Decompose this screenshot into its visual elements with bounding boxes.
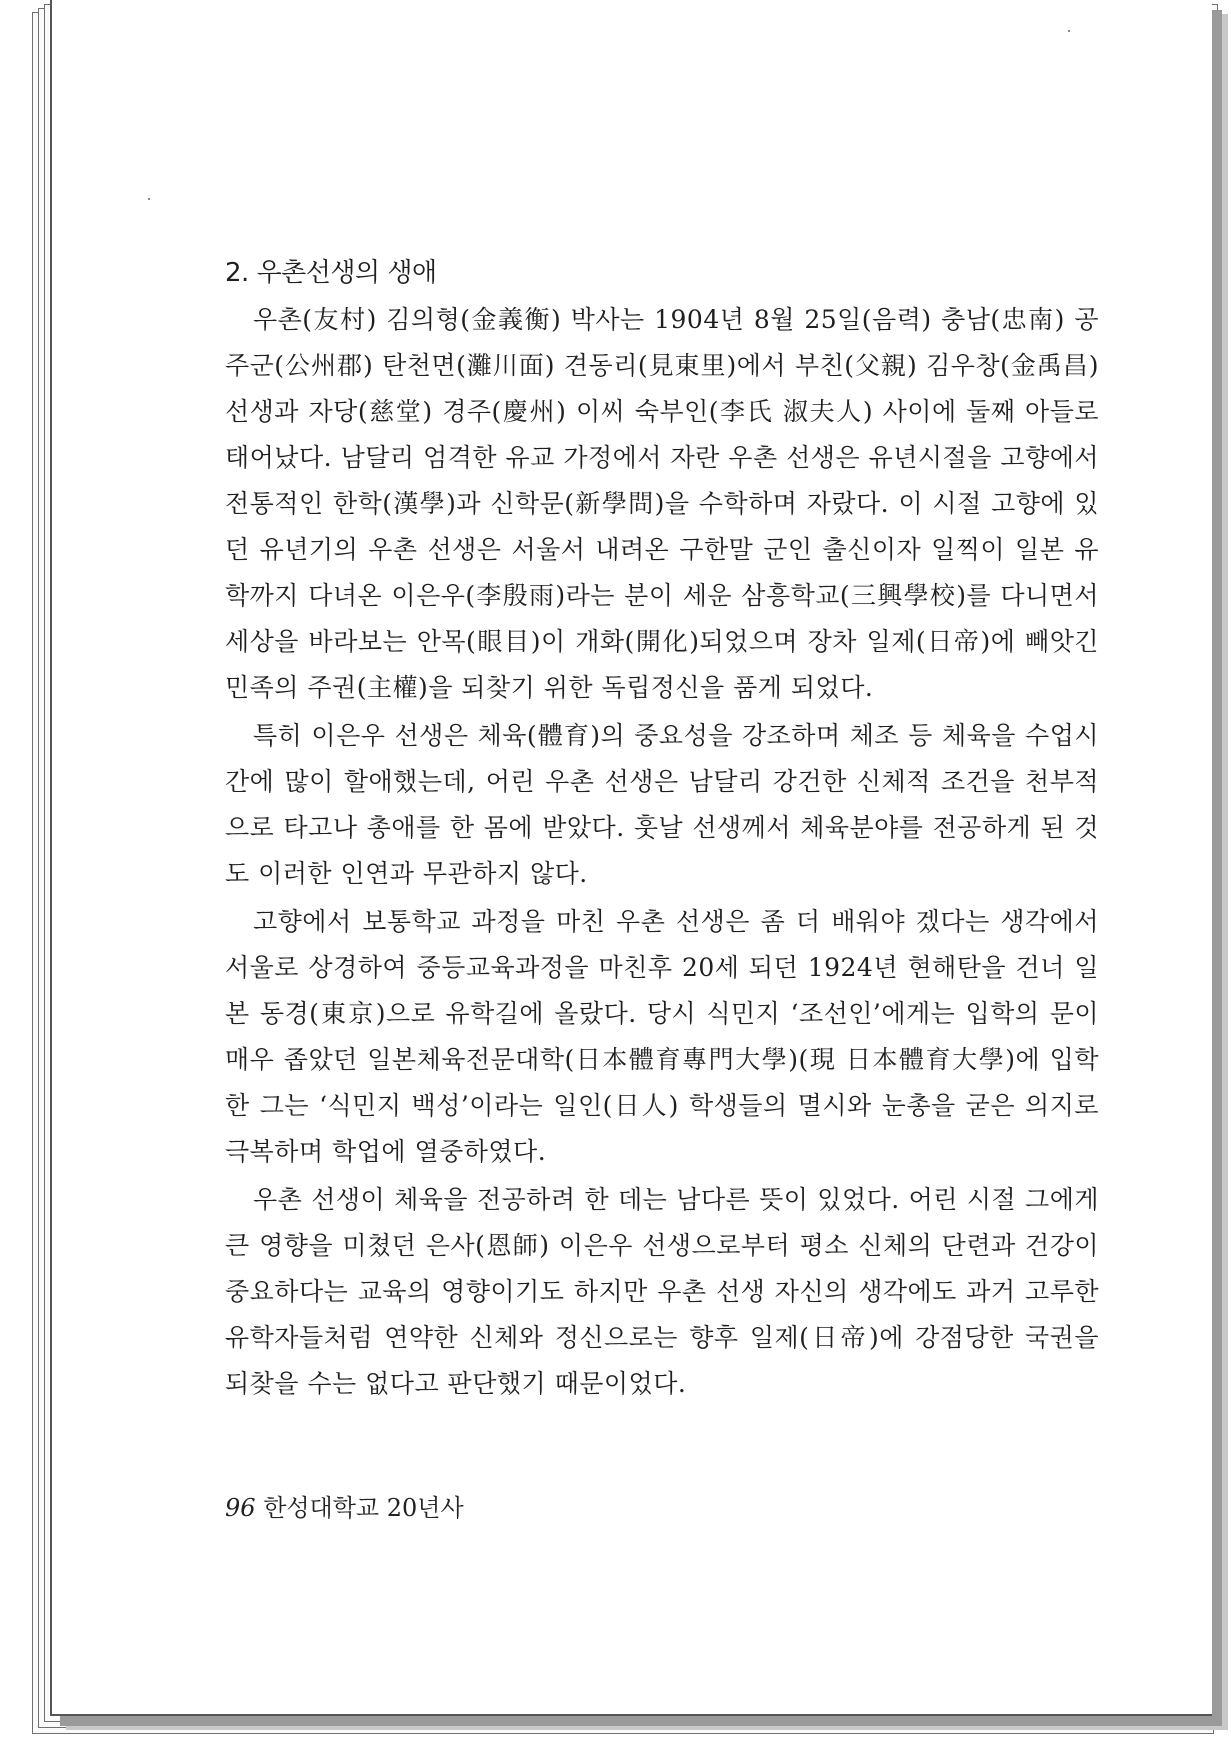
paragraph-2: 특히 이은우 선생은 체육(體育)의 중요성을 강조하며 체조 등 체육을 수업시간에 많이 할애했는데, 어린 우촌 선생은 남달리 강건한 신체적 조건을 천부적으로 타고나 총애를 한 몸에 받았다. 훗날 선생께서 체육분야를 전공하게 된 것도 이러한 인연과 무관하지 않다. bbox=[225, 721, 1099, 888]
book-title: 한성대학교 20년사 bbox=[263, 1494, 464, 1522]
paragraph-1: 우촌(友村) 김의형(金義衡) 박사는 1904년 8월 25일(음력) 충남(忠南) 공주군(公州郡) 탄천면(灘川面) 견동리(見東里)에서 부친(父親) 김우창(金禹昌) 선생과 자당(慈堂) 경주(慶州) 이씨 숙부인(李氏 淑夫人) 사이에 둘째 아들로 태어났다. 남달리 엄격한 유교 가정에서 자란 우촌 선생은 유년시절을 고향에서 전통적인 한학(漢學)과 신학문(新學問)을 수학하며 자랐다. 이 시절 고향에 있던 유년기의 우촌 선생은 서울서 내려온 구한말 군인 출신이자 일찍이 일본 유학까지 다녀온 이은우(李殷雨)라는 분이 세운 삼흥학교(三興學校)를 다니면서 세상을 바라보는 안목(眼目)이 개화(開化)되었으며 장차 일제(日帝)에 빼앗긴 민족의 주권(主權)을 되찾기 위한 독립정신을 품게 되었다. bbox=[225, 305, 1099, 702]
page-number: 96 bbox=[225, 1494, 256, 1522]
page-content bbox=[225, 253, 1099, 1407]
paragraph-3: 고향에서 보통학교 과정을 마친 우촌 선생은 좀 더 배워야 겠다는 생각에서 서울로 상경하여 중등교육과정을 마친후 20세 되던 1924년 현해탄을 건너 일본 동경(東京)으로 유학길에 올랐다. 당시 식민지 ‘조선인’에게는 입학의 문이 매우 좁았던 일본체육전문대학(日本體育專門大學)(現 日本體育大學)에 입학한 그는 ‘식민지 백성’이라는 일인(日人) 학생들의 멸시와 눈총을 굳은 의지로 극복하며 학업에 열중하였다. bbox=[225, 907, 1099, 1166]
scan-speck bbox=[1068, 30, 1070, 32]
section-heading: 2. 우촌선생의 생애 bbox=[225, 258, 437, 288]
scan-speck bbox=[148, 198, 150, 200]
book-page bbox=[50, 0, 1212, 1716]
paragraph-4: 우촌 선생이 체육을 전공하려 한 데는 남다른 뜻이 있었다. 어린 시절 그에게 큰 영향을 미쳤던 은사(恩師) 이은우 선생으로부터 평소 신체의 단련과 건강이 중요하다는 교육의 영향이기도 하지만 우촌 선생 자신의 생각에도 과거 고루한 유학자들처럼 연약한 신체와 정신으로는 향후 일제(日帝)에 강점당한 국권을 되찾을 수는 없다고 판단했기 때문이었다. bbox=[225, 1185, 1099, 1398]
page-footer bbox=[225, 1488, 464, 1523]
